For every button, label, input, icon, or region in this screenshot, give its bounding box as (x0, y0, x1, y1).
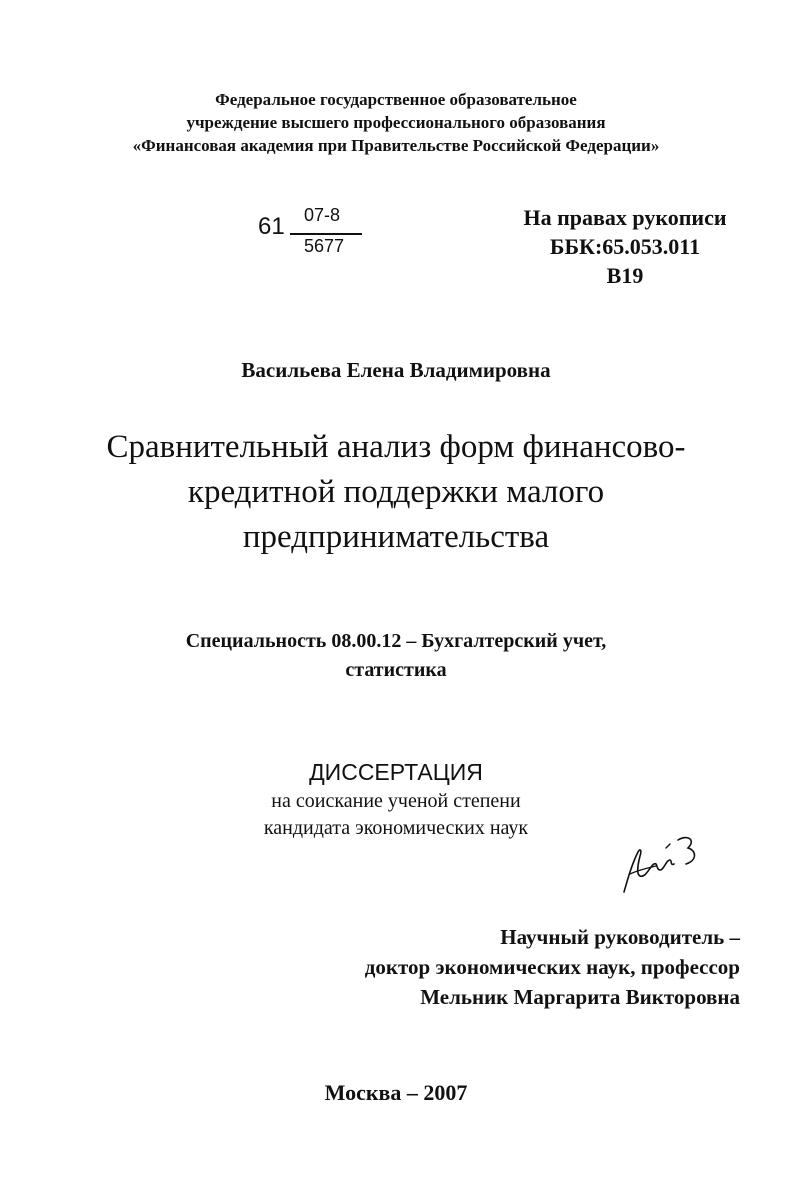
speciality-line-2: статистика (345, 659, 447, 681)
dissertation-line-2: кандидата экономических наук (263, 817, 529, 839)
supervisor-line-3: Мельник Маргарита Викторовна (420, 985, 740, 1009)
city-year: Москва – 2007 (324, 1080, 468, 1105)
rights-line-1: На правах рукописи (523, 205, 727, 230)
title-line-1: Сравнительный анализ форм финансово- (106, 429, 686, 465)
institution-header (0, 88, 792, 157)
stamp-numerator: 07-8 (304, 205, 341, 225)
library-stamp (258, 205, 378, 265)
supervisor-line-2: доктор экономических наук, профессор (364, 955, 740, 979)
institution-line-3: «Финансовая академия при Правительстве Российской Федерации» (132, 136, 660, 155)
handwritten-signature (616, 830, 706, 900)
title-line-3: предпринимательства (242, 519, 550, 555)
manuscript-rights (505, 203, 745, 290)
dissertation-title (0, 425, 792, 560)
dissertation-line-1: на соискание ученой степени (271, 790, 521, 812)
speciality (0, 627, 792, 685)
stamp-prefix: 61 (258, 213, 285, 240)
rights-line-2: ББК:65.053.011 (549, 234, 701, 259)
institution-line-2: учреждение высшего профессионального образования (186, 113, 606, 132)
institution-line-1: Федеральное государственное образовательное (215, 90, 577, 109)
supervisor-line-1: Научный руководитель – (500, 925, 740, 949)
stamp-fraction-line (290, 233, 362, 235)
dissertation-heading: ДИССЕРТАЦИЯ (309, 759, 483, 785)
author-name: Васильева Елена Владимировна (241, 358, 551, 382)
title-line-2: кредитной поддержки малого (187, 474, 605, 510)
scientific-supervisor (365, 922, 740, 1012)
rights-line-3: В19 (606, 263, 644, 288)
stamp-denominator: 5677 (304, 236, 345, 256)
speciality-line-1: Специальность 08.00.12 – Бухгалтерский учет, (185, 630, 607, 652)
